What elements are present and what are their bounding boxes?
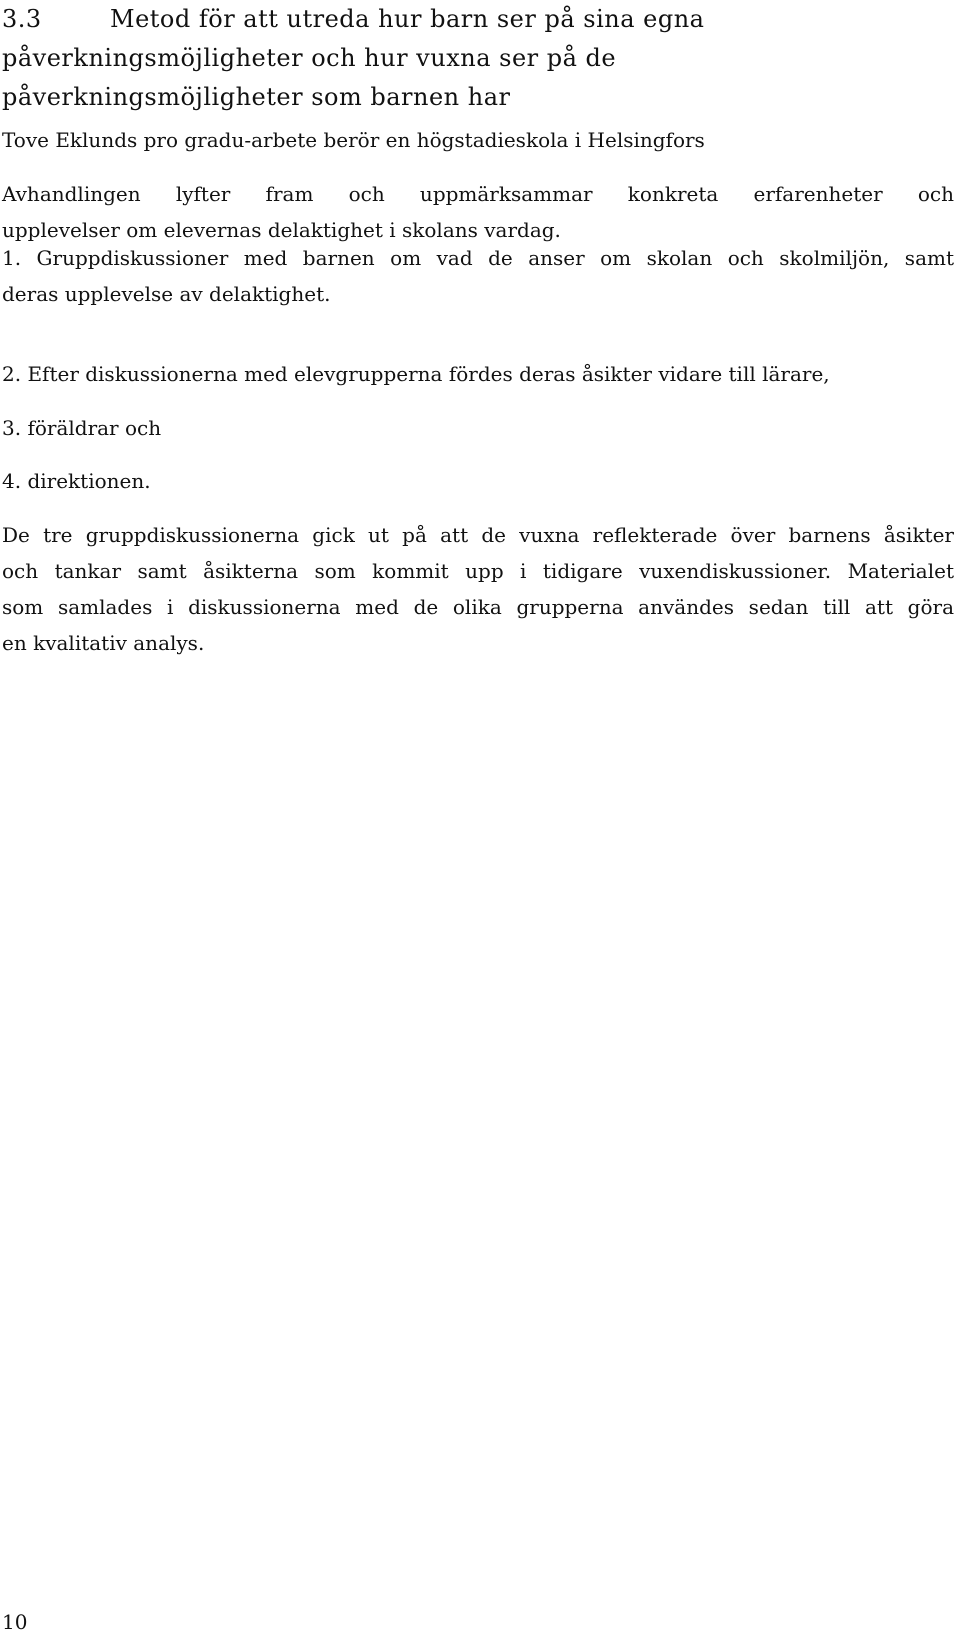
intro-paragraph — [2, 122, 954, 158]
step-3-paragraph — [2, 410, 954, 446]
conclusion-paragraph — [2, 517, 954, 661]
step-2-paragraph — [2, 356, 954, 392]
section-title-line: påverkningsmöjligheter som barnen har — [2, 83, 511, 111]
step-1-line: 1. Gruppdiskussioner med barnen om vad de anser om skolan och skolmiljön, samt — [2, 246, 954, 270]
section-number: 3.3 — [2, 5, 42, 33]
conclusion-line: som samlades i diskussionerna med de olika grupperna användes sedan till att göra — [2, 595, 954, 619]
page-number: 10 — [2, 1610, 28, 1634]
section-title-line: Metod för att utreda hur barn ser på sina egna — [110, 5, 705, 33]
summary-line: upplevelser om elevernas delaktighet i skolans vardag. — [2, 218, 561, 242]
step-4-paragraph — [2, 463, 954, 499]
summary-paragraph — [2, 176, 954, 248]
step-3-line: 3. föräldrar och — [2, 416, 162, 440]
section-heading — [2, 0, 952, 117]
summary-line: Avhandlingen lyfter fram och uppmärksammar konkreta erfarenheter och — [2, 182, 954, 206]
section-heading-line — [2, 0, 952, 39]
conclusion-line: och tankar samt åsikterna som kommit upp i tidigare vuxendiskussioner. Materialet — [2, 559, 954, 583]
intro-line: Tove Eklunds pro gradu-arbete berör en högstadieskola i Helsingfors — [2, 128, 705, 152]
step-1-paragraph — [2, 240, 954, 312]
step-1-line: deras upplevelse av delaktighet. — [2, 282, 331, 306]
step-4-line: 4. direktionen. — [2, 469, 151, 493]
section-title-line: påverkningsmöjligheter och hur vuxna ser på de — [2, 44, 617, 72]
conclusion-line: en kvalitativ analys. — [2, 631, 205, 655]
conclusion-line: De tre gruppdiskussionerna gick ut på att de vuxna reflekterade över barnens åsikter — [2, 523, 954, 547]
step-2-line: 2. Efter diskussionerna med elevgrupperna fördes deras åsikter vidare till lärare, — [2, 362, 830, 386]
